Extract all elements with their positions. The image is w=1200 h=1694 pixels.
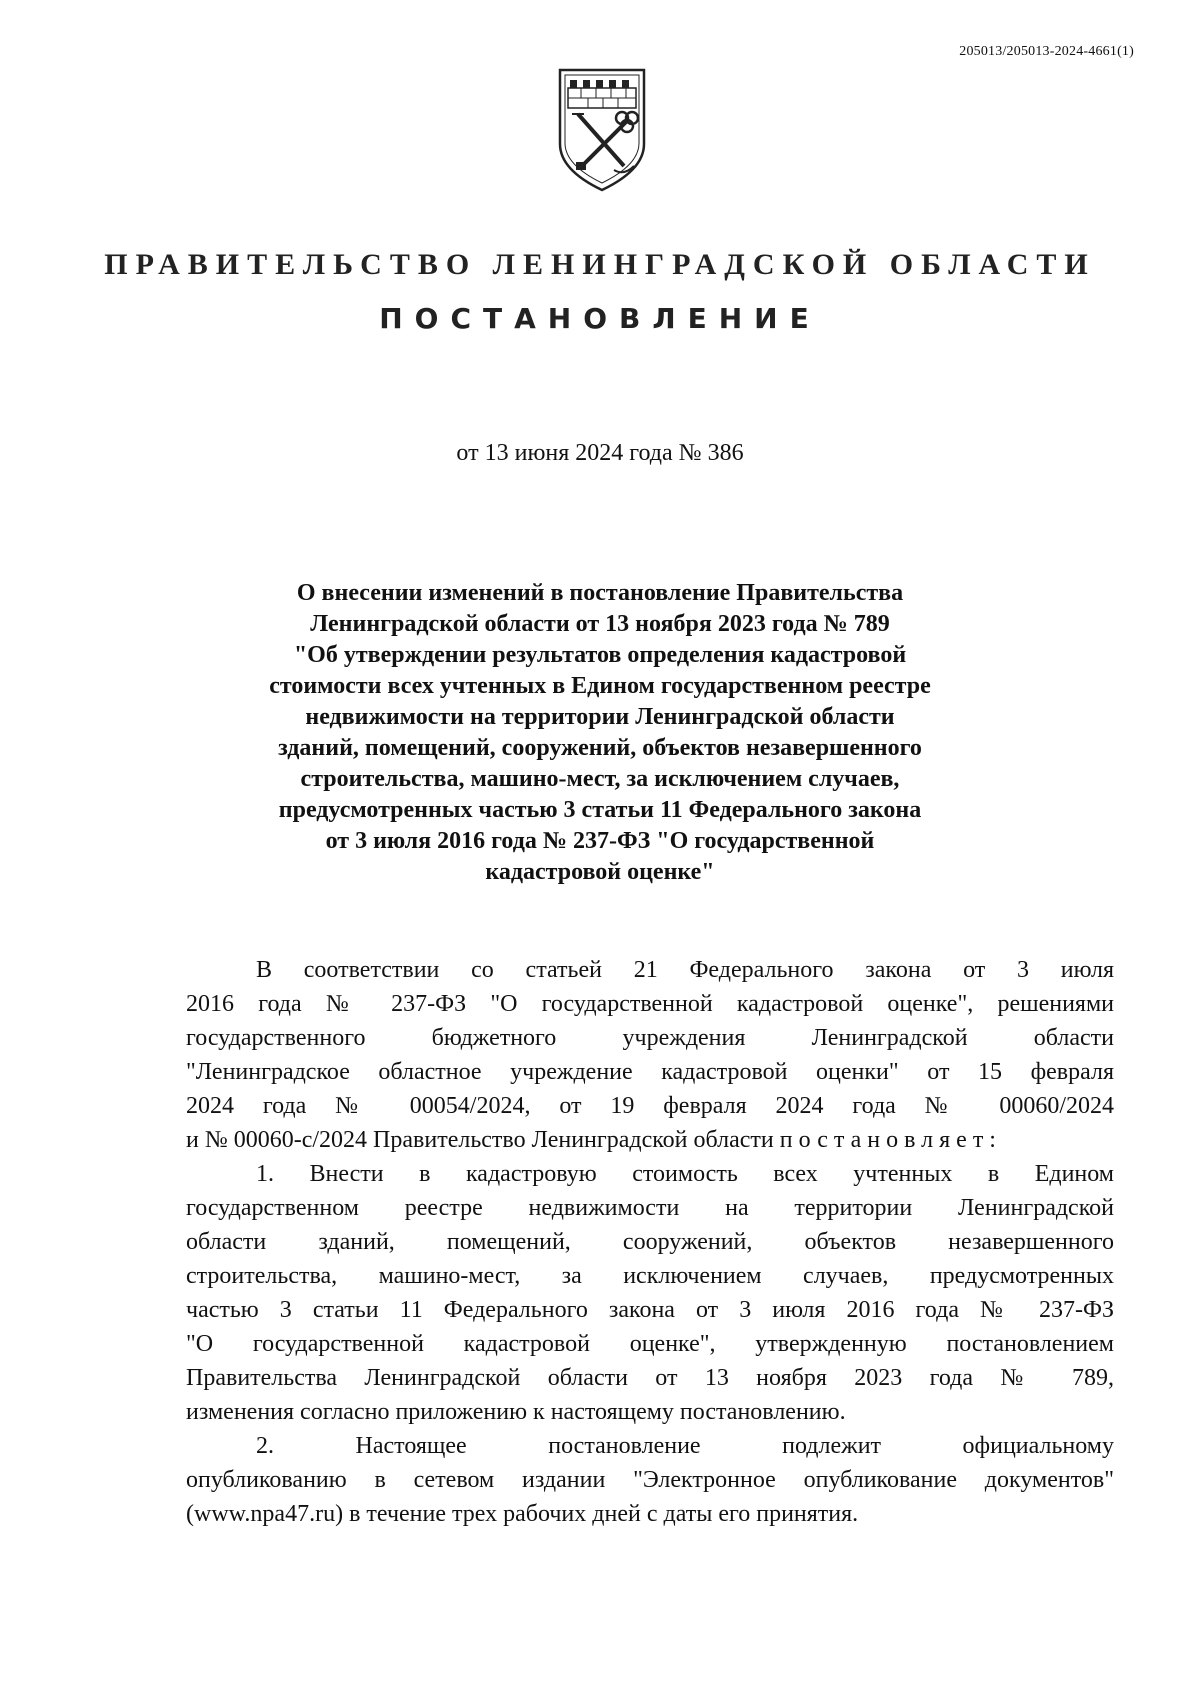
leningrad-oblast-coat-of-arms-icon <box>556 66 648 196</box>
issuing-authority-title: ПРАВИТЕЛЬСТВО ЛЕНИНГРАДСКОЙ ОБЛАСТИ <box>104 248 1096 281</box>
body-line: опубликованию в сетевом издании "Электронное опубликование документов" <box>186 1467 1114 1493</box>
clause-2 <box>186 1429 1114 1531</box>
clause-1 <box>186 1157 1114 1429</box>
preamble-paragraph <box>186 953 1114 1157</box>
subject-line: недвижимости на территории Ленинградской области <box>305 704 895 730</box>
body-line: изменения согласно приложению к настоящему постановлению. <box>186 1399 846 1425</box>
document-registration-number: 205013/205013-2024-4661(1) <box>959 44 1134 59</box>
body-line: 2024 года № 00054/2024, от 19 февраля 2024 года № 00060/2024 <box>186 1093 1114 1119</box>
body-line: 2. Настоящее постановление подлежит официальному <box>256 1433 1114 1459</box>
body-line <box>186 1123 1114 1157</box>
subject-line: кадастровой оценке" <box>485 859 715 885</box>
subject-line: от 3 июля 2016 года № 237-ФЗ "О государственной <box>325 828 875 854</box>
document-subject-heading <box>220 578 980 888</box>
subject-line: О внесении изменений в постановление Правительства <box>296 580 904 606</box>
decree-word: постановляет: <box>779 1127 1002 1153</box>
document-type-heading: ПОСТАНОВЛЕНИЕ <box>379 302 821 335</box>
body-line: государственном реестре недвижимости на территории Ленинградской <box>186 1195 1114 1221</box>
body-line: строительства, машино-мест, за исключением случаев, предусмотренных <box>186 1263 1114 1289</box>
subject-line: зданий, помещений, сооружений, объектов незавершенного <box>278 735 922 761</box>
body-line: "Ленинградское областное учреждение кадастровой оценки" от 15 февраля <box>186 1059 1114 1085</box>
body-line: "О государственной кадастровой оценке", утвержденную постановлением <box>186 1331 1114 1357</box>
document-date-and-number: от 13 июня 2024 года № 386 <box>456 440 744 466</box>
body-line: (www.npa47.ru) в течение трех рабочих дней с даты его принятия. <box>186 1501 859 1527</box>
body-line: 2016 года № 237-ФЗ "О государственной кадастровой оценке", решениями <box>186 991 1114 1017</box>
body-line: 1. Внести в кадастровую стоимость всех учтенных в Едином <box>256 1161 1114 1187</box>
document-body <box>186 953 1114 1531</box>
body-line: области зданий, помещений, сооружений, объектов незавершенного <box>186 1229 1114 1255</box>
body-line: государственного бюджетного учреждения Ленинградской области <box>186 1025 1114 1051</box>
subject-line: Ленинградской области от 13 ноября 2023 года № 789 <box>310 611 890 637</box>
subject-line: строительства, машино-мест, за исключением случаев, <box>300 766 900 792</box>
body-line: частью 3 статьи 11 Федерального закона от 3 июля 2016 года № 237-ФЗ <box>186 1297 1114 1323</box>
subject-line: предусмотренных частью 3 статьи 11 Федерального закона <box>278 797 922 823</box>
preamble-closing-text: и № 00060-с/2024 Правительство Ленинградской области <box>186 1127 780 1153</box>
subject-line: стоимости всех учтенных в Едином государственном реестре <box>269 673 931 699</box>
body-line: Правительства Ленинградской области от 13 ноября 2023 года № 789, <box>186 1365 1114 1391</box>
subject-line: "Об утверждении результатов определения кадастровой <box>293 642 907 668</box>
body-line: В соответствии со статьей 21 Федерального закона от 3 июля <box>256 957 1114 983</box>
